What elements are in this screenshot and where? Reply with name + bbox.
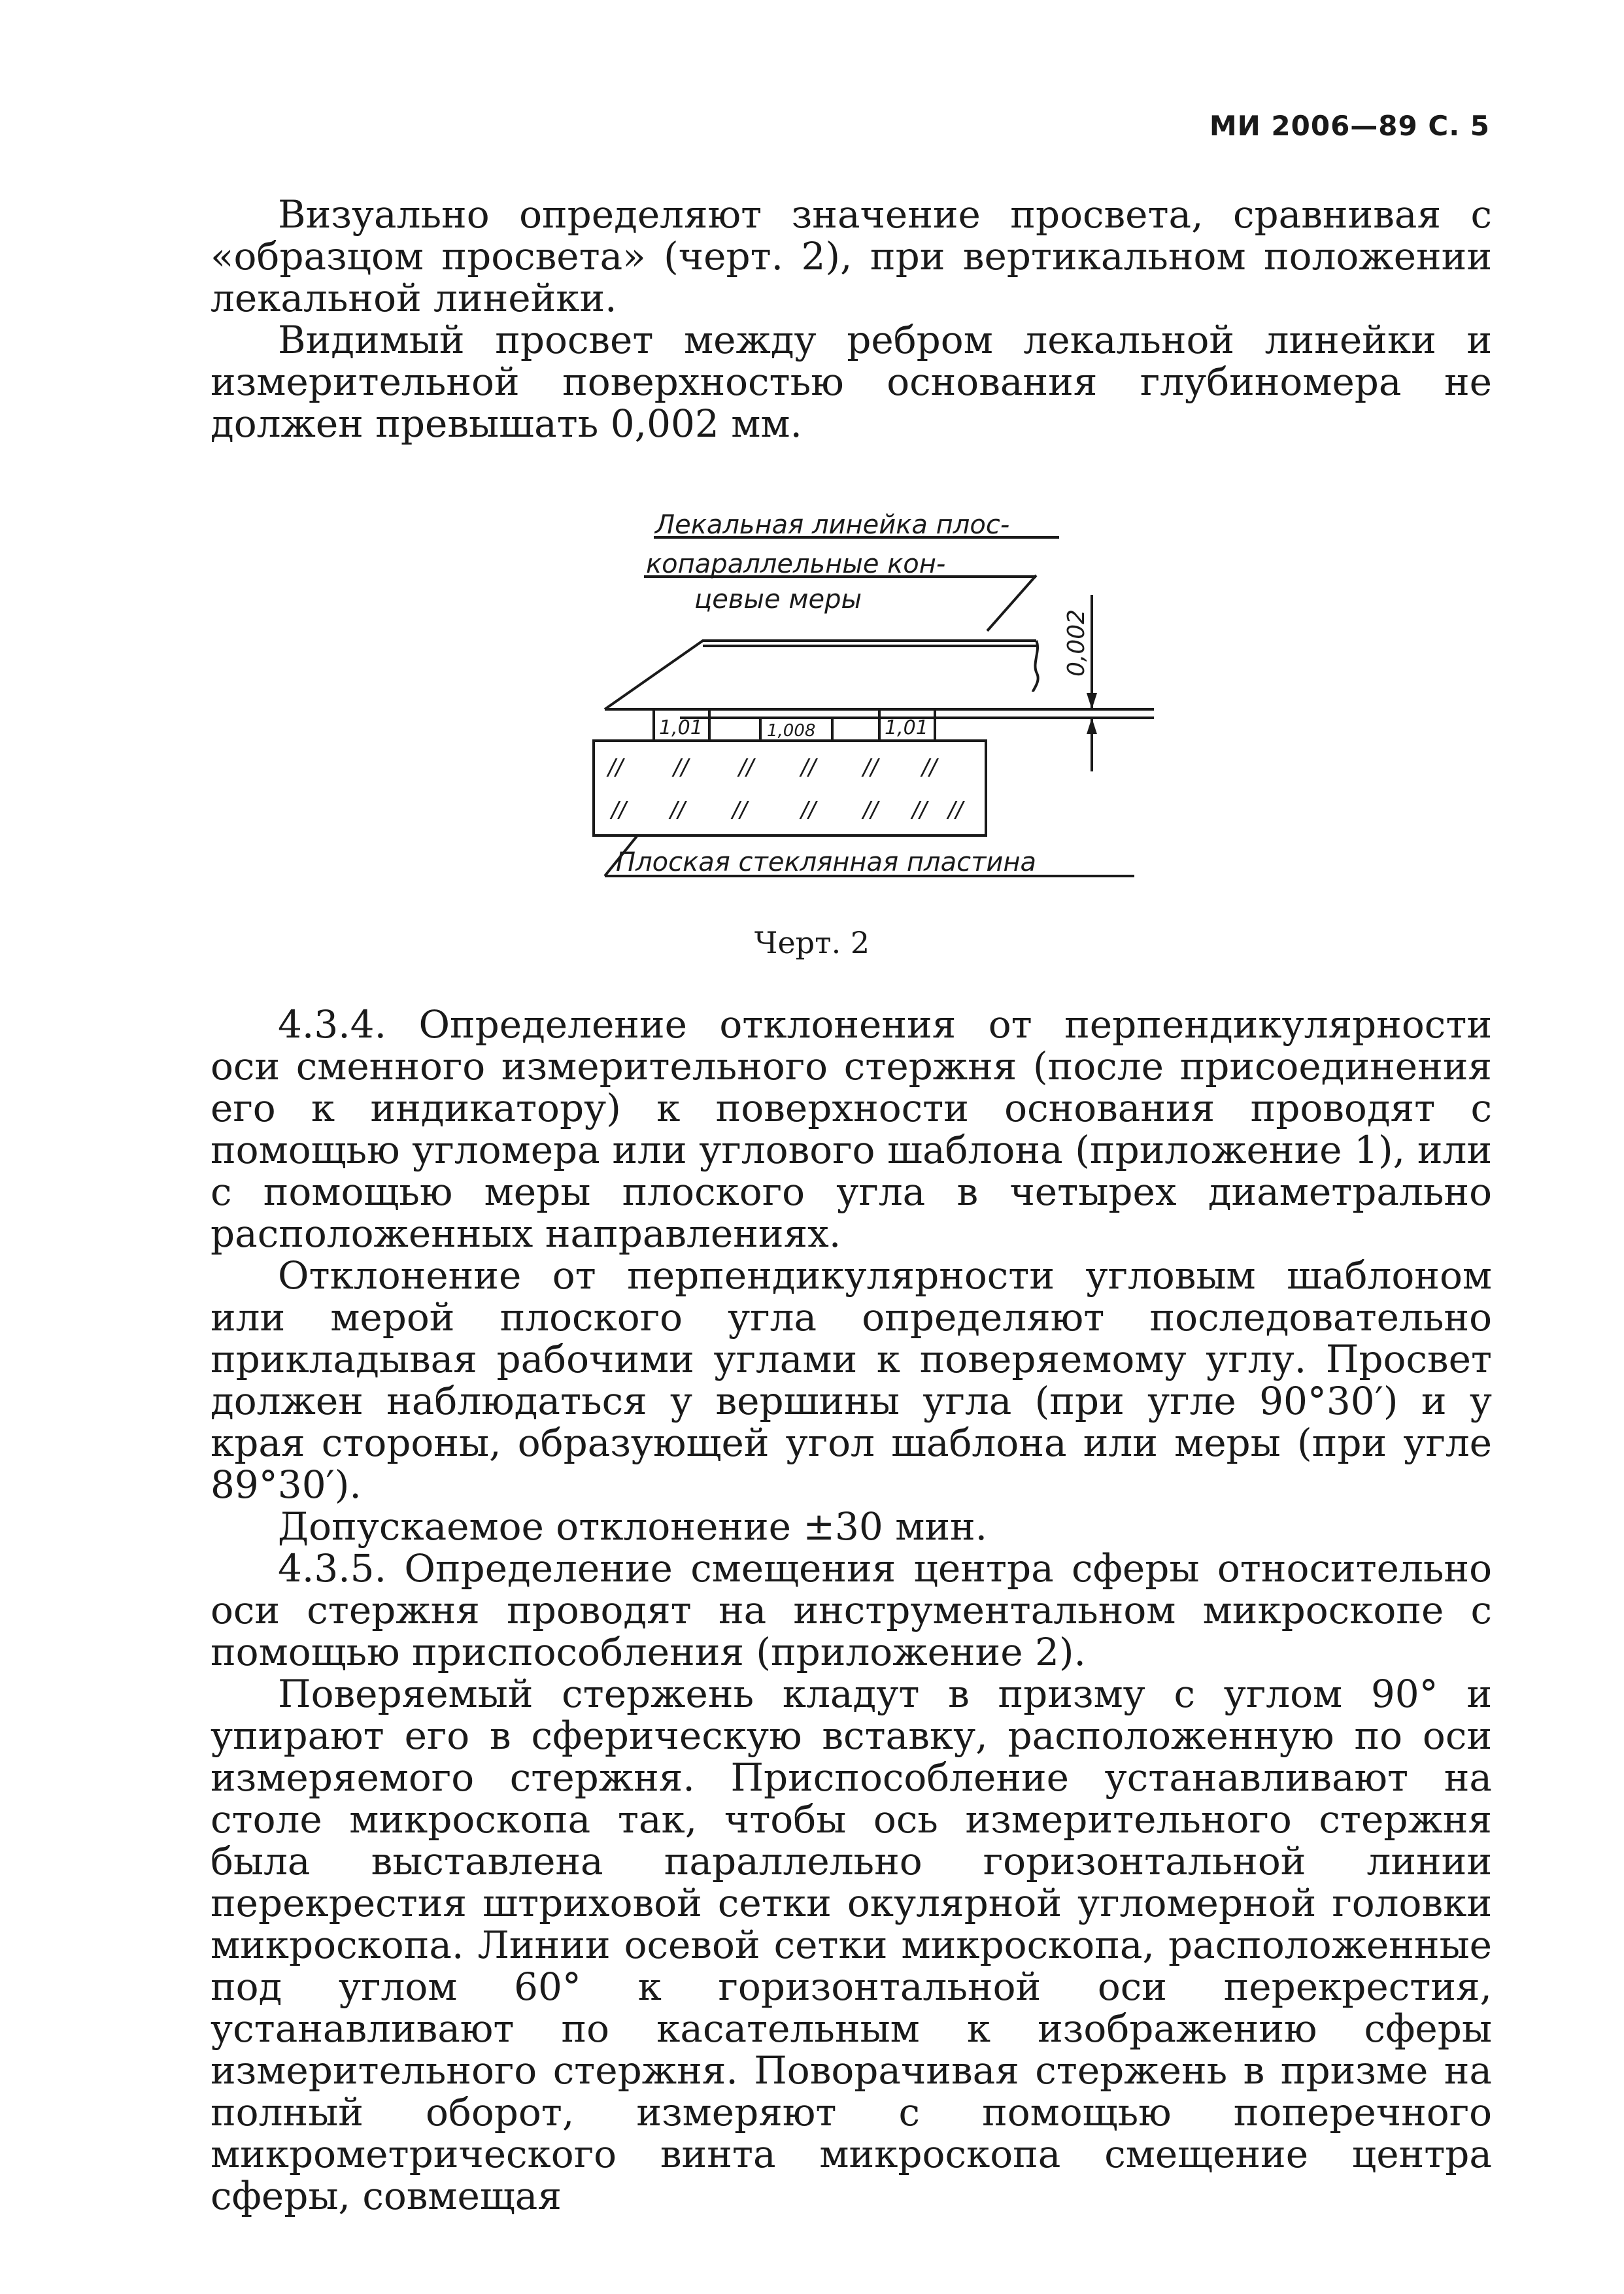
figure-svg — [575, 510, 1151, 915]
hatch-mark: // — [912, 797, 927, 823]
arrowhead-icon — [1087, 693, 1097, 709]
arrowhead-icon — [1087, 718, 1097, 734]
hatch-mark: // — [863, 754, 878, 781]
hatch-mark: // — [608, 754, 623, 781]
label-glass-plate: Плоская стеклянная пластина — [616, 847, 1037, 877]
straightedge — [605, 641, 1036, 709]
paragraph: Видимый просвет между ребром лекальной линейки и измерительной поверхностью основания глубиномера не должен превышать 0,002 мм. — [211, 318, 1492, 446]
page-header: МИ 2006—89 С. 5 — [1209, 110, 1490, 142]
leader-line — [987, 575, 1036, 631]
text-block-top — [211, 194, 1492, 445]
hatch-mark: // — [611, 797, 626, 823]
label-straightedge-line1: Лекальная линейка плос- — [655, 510, 1010, 540]
dimension-label: 0,002 — [1063, 609, 1090, 677]
gauge-label-right: 1,01 — [885, 717, 928, 739]
hatch-mark: // — [922, 754, 937, 781]
hatch-mark: // — [801, 754, 816, 781]
hatch-mark: // — [739, 754, 754, 781]
gauge-label-left: 1,01 — [659, 717, 703, 739]
hatch-mark: // — [673, 754, 688, 781]
straightedge-break — [1033, 641, 1038, 692]
gauge-label-middle: 1,008 — [767, 721, 816, 741]
hatch-mark: // — [732, 797, 747, 823]
label-straightedge-line3: цевые меры — [694, 584, 862, 615]
paragraph: Отклонение от перпендикулярности угловым шаблоном или мерой плоского угла определяют последовательно прикладывая рабочими углами к поверяемому углу. Просвет должен наблюдаться у вершины угла (при угле 90°30′) и у края стороны, образующей угол шаблона или меры (при угле 89°30′). — [211, 1253, 1492, 1507]
figure-caption: Черт. 2 — [754, 925, 870, 960]
paragraph: Визуально определяют значение просвета, сравнивая с «образцом просвета» (черт. 2), при вертикальном положении лекальной линейки. — [211, 192, 1492, 320]
label-straightedge-line2: копараллельные кон- — [646, 549, 946, 579]
paragraph: 4.3.4. Определение отклонения от перпендикулярности оси сменного измерительного стержня (после присоединения его к индикатору) к поверхности основания проводят с помощью угломера или углового шаблона (приложение 1), или с помощью меры плоского угла в четырех диаметрально расположенных направлениях. — [211, 1002, 1492, 1256]
paragraph: Допускаемое отклонение ±30 мин. — [278, 1504, 988, 1549]
hatch-mark: // — [863, 797, 878, 823]
paragraph: Поверяемый стержень кладут в призму с углом 90° и упирают его в сферическую вставку, расположенную по оси измеряемого стержня. Приспособление устанавливают на столе микроскопа так, чтобы ось измерительного стержня была выставлена параллельно горизонтальной линии перекрестия штриховой сетки окулярной угломерной головки микроскопа. Линии осевой сетки микроскопа, расположенные под углом 60° к горизонтальной оси перекрестия, устанавливают по касательным к изображению сферы измерительного стержня. Поворачивая стержень в призме на полный оборот, измеряют с помощью поперечного микрометрического винта микроскопа смещение центра сферы, совмещая — [211, 1672, 1492, 2218]
hatch-mark: // — [670, 797, 685, 823]
hatch-mark: // — [801, 797, 816, 823]
text-block-bottom — [211, 1004, 1492, 2217]
figure-drawing-2 — [575, 510, 1151, 915]
hatch-mark: // — [948, 797, 963, 823]
paragraph: 4.3.5. Определение смещения центра сферы относительно оси стержня проводят на инструментальном микроскопе с помощью приспособления (приложение 2). — [211, 1546, 1492, 1674]
